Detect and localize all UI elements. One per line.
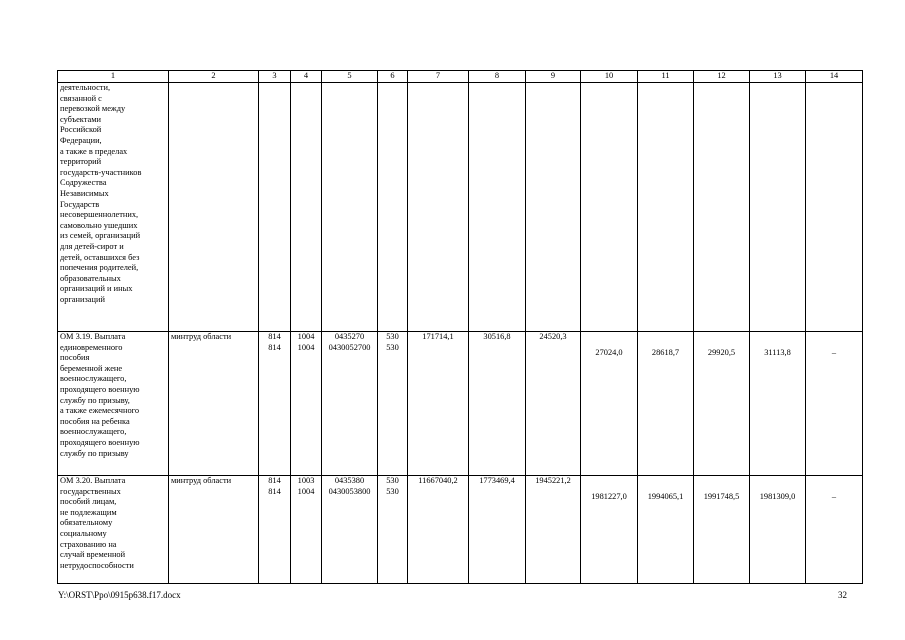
row-name-cell	[58, 332, 169, 476]
responsible-cell: минтруд области	[169, 332, 259, 476]
code-value: 530	[386, 332, 399, 341]
header-cell: 9	[526, 71, 581, 83]
name-line: нетрудоспособности	[60, 560, 134, 570]
name-line: попечения родителей,	[60, 263, 139, 273]
code-cell	[259, 476, 291, 584]
value-cell: 1981227,0	[581, 476, 638, 584]
code-value: 530	[386, 476, 399, 485]
name-line: а также в пределах	[60, 146, 128, 156]
name-line: детей, оставшихся без	[60, 252, 140, 262]
name-line: пособия на ребенка	[60, 416, 130, 426]
name-line: из семей, организаций	[60, 231, 141, 241]
value-cell: 27024,0	[581, 332, 638, 476]
value-cell: 1994065,1	[638, 476, 694, 584]
table-row	[58, 332, 863, 476]
value-cell: 1981309,0	[750, 476, 806, 584]
name-line: самовольно ушедших	[60, 220, 138, 230]
name-line: беременной жене	[60, 363, 123, 373]
code-value: 814	[268, 476, 281, 485]
value-cell: 11667040,2	[408, 476, 469, 584]
value-cell: 28618,7	[638, 332, 694, 476]
page-number: 32	[838, 590, 847, 600]
name-line: ОМ 3.20. Выплата	[60, 476, 126, 485]
code-value: 814	[268, 486, 281, 496]
header-cell: 10	[581, 71, 638, 83]
name-line: Государств	[60, 199, 100, 209]
table-cell	[378, 83, 408, 332]
table-row	[58, 83, 863, 332]
code-value: 0430052700	[328, 342, 371, 352]
table-cell	[322, 83, 378, 332]
table-cell	[526, 83, 581, 332]
name-line: а также ежемесячного	[60, 406, 140, 416]
table-cell	[469, 83, 526, 332]
code-cell	[378, 476, 408, 584]
table-cell	[750, 83, 806, 332]
name-line: пособия	[60, 353, 90, 363]
table-cell	[291, 83, 322, 332]
header-cell: 6	[378, 71, 408, 83]
name-line: Российской	[60, 125, 102, 135]
header-cell: 1	[58, 71, 169, 83]
code-cell	[378, 332, 408, 476]
code-cell	[322, 332, 378, 476]
name-line: связанной с	[60, 93, 102, 103]
name-line: несовершеннолетних,	[60, 210, 139, 220]
code-value: 0435270	[334, 332, 365, 341]
code-cell	[259, 332, 291, 476]
value-cell: 29920,5	[694, 332, 750, 476]
name-line: пособий лицам,	[60, 497, 117, 507]
table-cell	[408, 83, 469, 332]
name-line: не подлежащим	[60, 507, 117, 517]
responsible-cell: минтруд области	[169, 476, 259, 584]
name-line: перевозкой между	[60, 104, 126, 114]
value-cell: –	[806, 476, 863, 584]
header-cell: 14	[806, 71, 863, 83]
value-cell: 31113,8	[750, 332, 806, 476]
name-line: социальному	[60, 528, 107, 538]
row-name-cell	[58, 83, 169, 332]
table-row	[58, 476, 863, 584]
header-cell: 12	[694, 71, 750, 83]
document-path: Y:\ORST\Ppo\0915p638.f17.docx	[58, 590, 181, 600]
table-cell	[806, 83, 863, 332]
header-cell: 7	[408, 71, 469, 83]
header-cell: 2	[169, 71, 259, 83]
name-line: проходящего военную	[60, 437, 140, 447]
name-line: ОМ 3.19. Выплата	[60, 332, 126, 341]
code-value: 0435380	[334, 476, 365, 485]
table-cell	[169, 83, 259, 332]
value-cell: 171714,1	[408, 332, 469, 476]
code-value: 530	[386, 342, 399, 352]
data-table	[57, 70, 863, 584]
table-cell	[581, 83, 638, 332]
value-cell: 1945221,2	[526, 476, 581, 584]
row-name-cell	[58, 476, 169, 584]
code-value: 1004	[297, 342, 315, 352]
value-cell: 1991748,5	[694, 476, 750, 584]
name-line: территорий	[60, 157, 102, 167]
code-value: 1004	[297, 486, 315, 496]
name-line: страхованию на	[60, 539, 117, 549]
code-value: 814	[268, 332, 281, 341]
name-line: военнослужащего,	[60, 374, 127, 384]
name-line: деятельности,	[60, 83, 111, 92]
code-value: 530	[386, 486, 399, 496]
table-cell	[694, 83, 750, 332]
code-value: 1003	[297, 476, 315, 485]
header-cell: 4	[291, 71, 322, 83]
code-value: 1004	[297, 332, 315, 341]
name-line: обязательному	[60, 518, 113, 528]
header-cell: 11	[638, 71, 694, 83]
name-line: государственных	[60, 486, 121, 496]
name-line: единовременного	[60, 342, 123, 352]
name-line: организаций и иных	[60, 284, 133, 294]
name-line: организаций	[60, 294, 105, 304]
value-cell: 24520,3	[526, 332, 581, 476]
code-value: 814	[268, 342, 281, 352]
value-cell: –	[806, 332, 863, 476]
code-cell	[291, 476, 322, 584]
code-value: 0430053800	[328, 486, 371, 496]
name-line: государств-участников	[60, 167, 142, 177]
header-cell: 3	[259, 71, 291, 83]
table-cell	[638, 83, 694, 332]
header-row	[58, 71, 863, 83]
table-cell	[259, 83, 291, 332]
name-line: Федерации,	[60, 135, 102, 145]
name-line: субъектами	[60, 114, 102, 124]
value-cell: 1773469,4	[469, 476, 526, 584]
code-cell	[322, 476, 378, 584]
header-cell: 8	[469, 71, 526, 83]
name-line: проходящего военную	[60, 384, 140, 394]
name-line: службу по призыву,	[60, 395, 130, 405]
name-line: Независимых	[60, 188, 109, 198]
name-line: военнослужащего,	[60, 427, 127, 437]
header-cell: 13	[750, 71, 806, 83]
name-line: службу по призыву	[60, 448, 129, 458]
value-cell: 30516,8	[469, 332, 526, 476]
name-line: случай временной	[60, 550, 126, 560]
name-line: для детей-сирот и	[60, 241, 124, 251]
header-cell: 5	[322, 71, 378, 83]
code-cell	[291, 332, 322, 476]
name-line: образовательных	[60, 273, 121, 283]
name-line: Содружества	[60, 178, 107, 188]
